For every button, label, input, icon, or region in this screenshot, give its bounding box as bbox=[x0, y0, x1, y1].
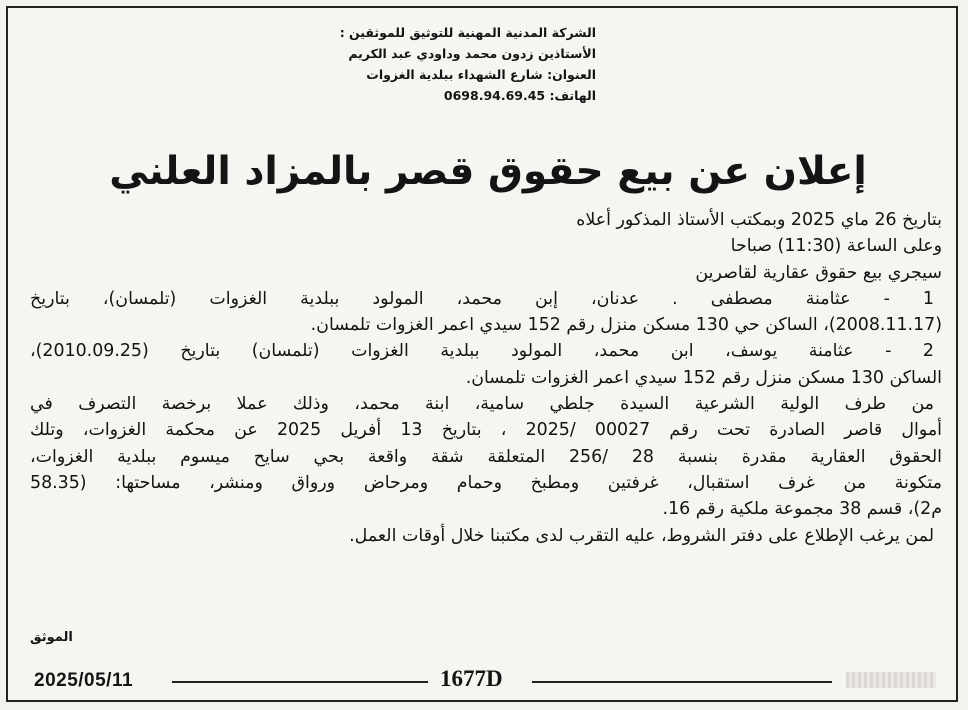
phone-line bbox=[336, 85, 596, 106]
body-line: م2)، قسم 38 مجموعة ملكية رقم 16. bbox=[662, 499, 942, 520]
footer-rule-left bbox=[172, 681, 428, 683]
phone-label: الهاتف: bbox=[545, 88, 596, 103]
notary-header bbox=[336, 22, 596, 106]
body-line: الحقوق العقارية مقدرة بنسبة 28 /256 المتعلقة شقة واقعة بحي سايح ميسوم ببلدية الغزوات، bbox=[30, 446, 942, 467]
body-line: من طرف الولية الشرعية السيدة جلطي سامية، ابنة محمد، وذلك عملا برخصة التصرف في bbox=[30, 394, 934, 415]
body-line: (2008.11.17)، الساكن حي 130 مسكن منزل رقم 152 سيدي اعمر الغزوات تلمسان. bbox=[310, 315, 942, 336]
body-line: 1 - عثامنة مصطفى . عدنان، إبن محمد، المولود ببلدية الغزوات (تلمسان)، بتاريخ bbox=[30, 288, 934, 309]
body-line: بتاريخ 26 ماي 2025 وبمكتب الأستاذ المذكور أعلاه bbox=[576, 210, 942, 230]
office-address: العنوان: شارع الشهداء ببلدية الغزوات bbox=[366, 67, 596, 82]
notary-names: الأستاذين زدون محمد وداودي عبد الكريم bbox=[348, 46, 596, 61]
body-line: لمن يرغب الإطلاع على دفتر الشروط، عليه التقرب لدى مكتبنا خلال أوقات العمل. bbox=[349, 525, 934, 546]
phone-number: 0698.94.69.45 bbox=[443, 88, 546, 103]
print-smudge bbox=[846, 672, 936, 688]
body-line: متكونة من غرف استقبال، غرفتين ومطبخ وحمام ومرحاض ورواق ومنشر، مساحتها: (58.35 bbox=[30, 472, 942, 493]
notice-body bbox=[30, 207, 942, 549]
publication-date: 2025/05/11 bbox=[34, 670, 134, 691]
notary-signature-label: الموثق bbox=[30, 630, 73, 645]
body-line: الساكن 130 مسكن منزل رقم 152 سيدي اعمر الغزوات تلمسان. bbox=[465, 367, 942, 388]
body-line: 2 - عثامنة يوسف، ابن محمد، المولود ببلدية الغزوات (تلمسان) بتاريخ (2010.09.25)، bbox=[30, 341, 934, 362]
body-line: أموال قاصر الصادرة تحت رقم 00027 /2025 ، بتاريخ 13 أفريل 2025 عن محكمة الغزوات، وتلك bbox=[30, 420, 943, 441]
body-line: وعلى الساعة (11:30) صباحا bbox=[730, 236, 942, 257]
notice-title: إعلان عن بيع حقوق قصر بالمزاد العلني bbox=[109, 149, 867, 194]
notice-reference: 1677D bbox=[440, 666, 503, 691]
body-line: سيجري بيع حقوق عقارية لقاصرين bbox=[695, 262, 942, 283]
legal-notice bbox=[6, 6, 958, 702]
footer-rule-right bbox=[532, 681, 832, 683]
company-name: الشركة المدنية المهنية للتوثيق للموثقين : bbox=[339, 25, 596, 40]
